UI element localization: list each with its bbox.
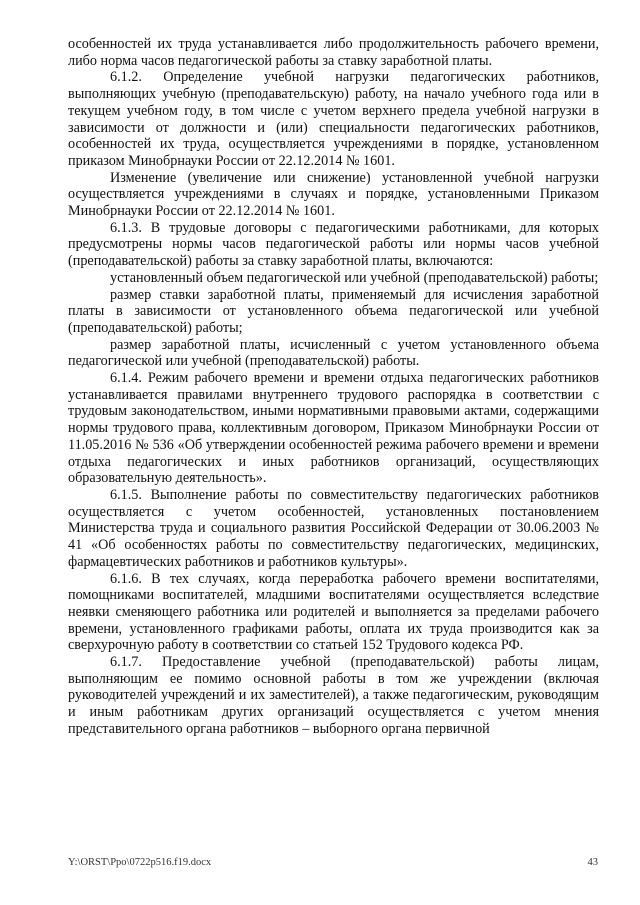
page-number: 43: [587, 857, 598, 868]
paragraph-6-1-2: 6.1.2. Определение учебной нагрузки педагогических работников, выполняющих учебную (преподавательскую) работу, на начало учебного года или в текущем учебном году, в том числе с учетом верхнего предела учебной нагрузки в зависимости от должности и (или) специальности педагогических работников, особенностей их труда, осуществляется учреждениями в порядке, установленном приказом Минобрнауки России от 22.12.2014 № 1601.: [68, 69, 599, 169]
paragraph-item-volume: установленный объем педагогической или учебной (преподавательской) работы;: [110, 269, 599, 286]
document-body: [68, 36, 599, 738]
paragraph-6-1-5: 6.1.5. Выполнение работы по совместительству педагогических работников осуществляется с учетом особенностей, установленных постановлением Министерства труда и социального развития Российской Федерации от 30.06.2003 № 41 «Об особенностях работы по совместительству педагогических, медицинских, фармацевтических работников и работников культуры».: [68, 486, 599, 570]
paragraph-6-1-7: 6.1.7. Предоставление учебной (преподавательской) работы лицам, выполняющим ее помимо основной работы в том же учреждении (включая руководителей учреждений и их заместителей), а также педагогическим, руководящим и иным работникам других организаций осуществляется с учетом мнения представительного органа работников – выборного органа первичной: [68, 654, 599, 737]
paragraph-load-change: Изменение (увеличение или снижение) установленной учебной нагрузки осуществляется учреждениями в случаях и порядке, установленными Приказом Минобрнауки России от 22.12.2014 № 1601.: [68, 169, 599, 220]
paragraph-6-1-6: 6.1.6. В тех случаях, когда переработка рабочего времени воспитателями, помощниками воспитателей, младшими воспитателями осуществляется вследствие неявки сменяющего работника или родителей и выполняется за пределами рабочего времени, установленного графиками работы, оплата их труда производится как за сверхурочную работу в соответствии со статьей 152 Трудового кодекса РФ.: [68, 570, 599, 654]
paragraph-item-salary: размер заработной платы, исчисленный с учетом установленного объема педагогической или учебной (преподавательской) работы.: [68, 336, 599, 370]
paragraph-continuation: особенностей их труда устанавливается либо продолжительность рабочего времени, либо норма часов педагогической работы за ставку заработной платы.: [68, 36, 599, 69]
paragraph-6-1-3: 6.1.3. В трудовые договоры с педагогическими работниками, для которых предусмотрены нормы часов педагогической работы или нормы часов учебной (преподавательской) работы за ставку заработной платы, включаются:: [68, 219, 599, 270]
paragraph-item-rate: размер ставки заработной платы, применяемый для исчисления заработной платы в зависимости от установленного объема педагогической или учебной (преподавательской) работы;: [68, 286, 599, 336]
paragraph-6-1-4: 6.1.4. Режим рабочего времени и времени отдыха педагогических работников устанавливается правилами внутреннего трудового распорядка в соответствии с трудовым законодательством, иными нормативными правовыми актами, содержащими нормы трудового права, коллективным договором, Приказом Минобрнауки России от 11.05.2016 № 536 «Об утверждении особенностей режима рабочего времени и времени отдыха педагогических и иных работников организаций, осуществляющих образовательную деятельность».: [68, 370, 599, 487]
footer-file-path: Y:\ORST\Ppo\0722p516.f19.docx: [68, 857, 212, 868]
